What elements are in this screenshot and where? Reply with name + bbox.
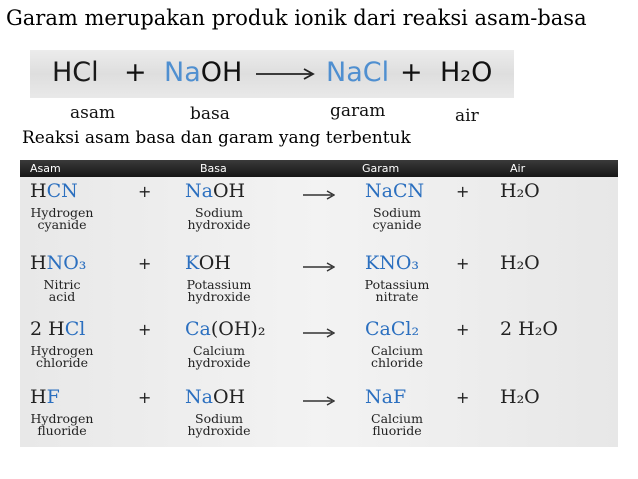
row-0-base-name: Sodium hydroxide	[187, 205, 251, 232]
header-salt: Garam	[362, 162, 400, 175]
row-0-salt-formula: NaCN	[365, 180, 425, 202]
eq-salt: NaCl	[326, 57, 390, 88]
row-3-water-formula: H₂O	[500, 386, 540, 408]
row-1-acid-name: Nitric acid	[43, 277, 81, 304]
general-equation	[30, 50, 514, 98]
row-0-salt-name: Sodium cyanide	[372, 205, 422, 232]
row-1-plus-2: +	[456, 254, 470, 273]
row-2-salt-formula: CaCl₂	[365, 318, 420, 340]
header-water: Air	[510, 162, 526, 175]
row-3-base-name: Sodium hydroxide	[187, 411, 251, 438]
row-1-salt-name: Potassium nitrate	[364, 277, 430, 304]
row-3-salt-formula: NaF	[365, 386, 407, 408]
row-1-plus-1: +	[138, 254, 152, 273]
label-base: basa	[190, 104, 230, 124]
header-acid: Asam	[30, 162, 61, 175]
row-3-salt-name: Calcium fluoride	[371, 411, 423, 438]
row-2-plus-2: +	[456, 320, 470, 339]
row-2-base-formula: Ca(OH)₂	[185, 318, 266, 340]
row-2-base-name: Calcium hydroxide	[187, 343, 251, 370]
row-2-salt-name: Calcium chloride	[371, 343, 423, 370]
row-2-acid-name: Hydrogen chloride	[30, 343, 94, 370]
row-2-water-formula: 2 H₂O	[500, 318, 558, 340]
row-1-water-formula: H₂O	[500, 252, 540, 274]
row-3-base-formula: NaOH	[185, 386, 246, 408]
row-1-base-formula: KOH	[185, 252, 231, 274]
eq-water: H₂O	[440, 57, 493, 88]
row-0-base-formula: NaOH	[185, 180, 246, 202]
eq-plus-1: +	[124, 57, 147, 88]
label-salt: garam	[330, 101, 386, 121]
page-title: Garam merupakan produk ionik dari reaksi asam-basa	[6, 6, 587, 30]
row-1-arrow-icon	[303, 262, 335, 272]
row-0-acid-name: Hydrogen cyanide	[30, 205, 94, 232]
general-equation-banner	[30, 50, 514, 98]
label-water: air	[455, 106, 479, 126]
row-3-acid-name: Hydrogen fluoride	[30, 411, 94, 438]
row-3-plus-1: +	[138, 388, 152, 407]
row-1-salt-formula: KNO₃	[365, 252, 420, 274]
row-3-plus-2: +	[456, 388, 470, 407]
row-3-arrow-icon	[303, 396, 335, 406]
eq-plus-2: +	[400, 57, 423, 88]
table-header	[20, 160, 618, 177]
eq-arrow-icon	[256, 68, 316, 80]
row-0-plus-2: +	[456, 182, 470, 201]
row-2-plus-1: +	[138, 320, 152, 339]
row-1-base-name: Potassium hydroxide	[186, 277, 252, 304]
row-2-acid-formula: 2 HCl	[30, 318, 86, 340]
row-0-arrow-icon	[303, 190, 335, 200]
row-0-plus-1: +	[138, 182, 152, 201]
eq-base: NaOH	[164, 57, 243, 88]
reaction-table	[20, 160, 618, 447]
header-base: Basa	[200, 162, 227, 175]
row-2-arrow-icon	[303, 328, 335, 338]
row-1-acid-formula: HNO₃	[30, 252, 87, 274]
subtitle: Reaksi asam basa dan garam yang terbentuk	[22, 128, 411, 148]
row-3-acid-formula: HF	[30, 386, 60, 408]
row-0-acid-formula: HCN	[30, 180, 78, 202]
eq-acid: HCl	[52, 57, 99, 88]
label-acid: asam	[70, 103, 116, 123]
row-0-water-formula: H₂O	[500, 180, 540, 202]
